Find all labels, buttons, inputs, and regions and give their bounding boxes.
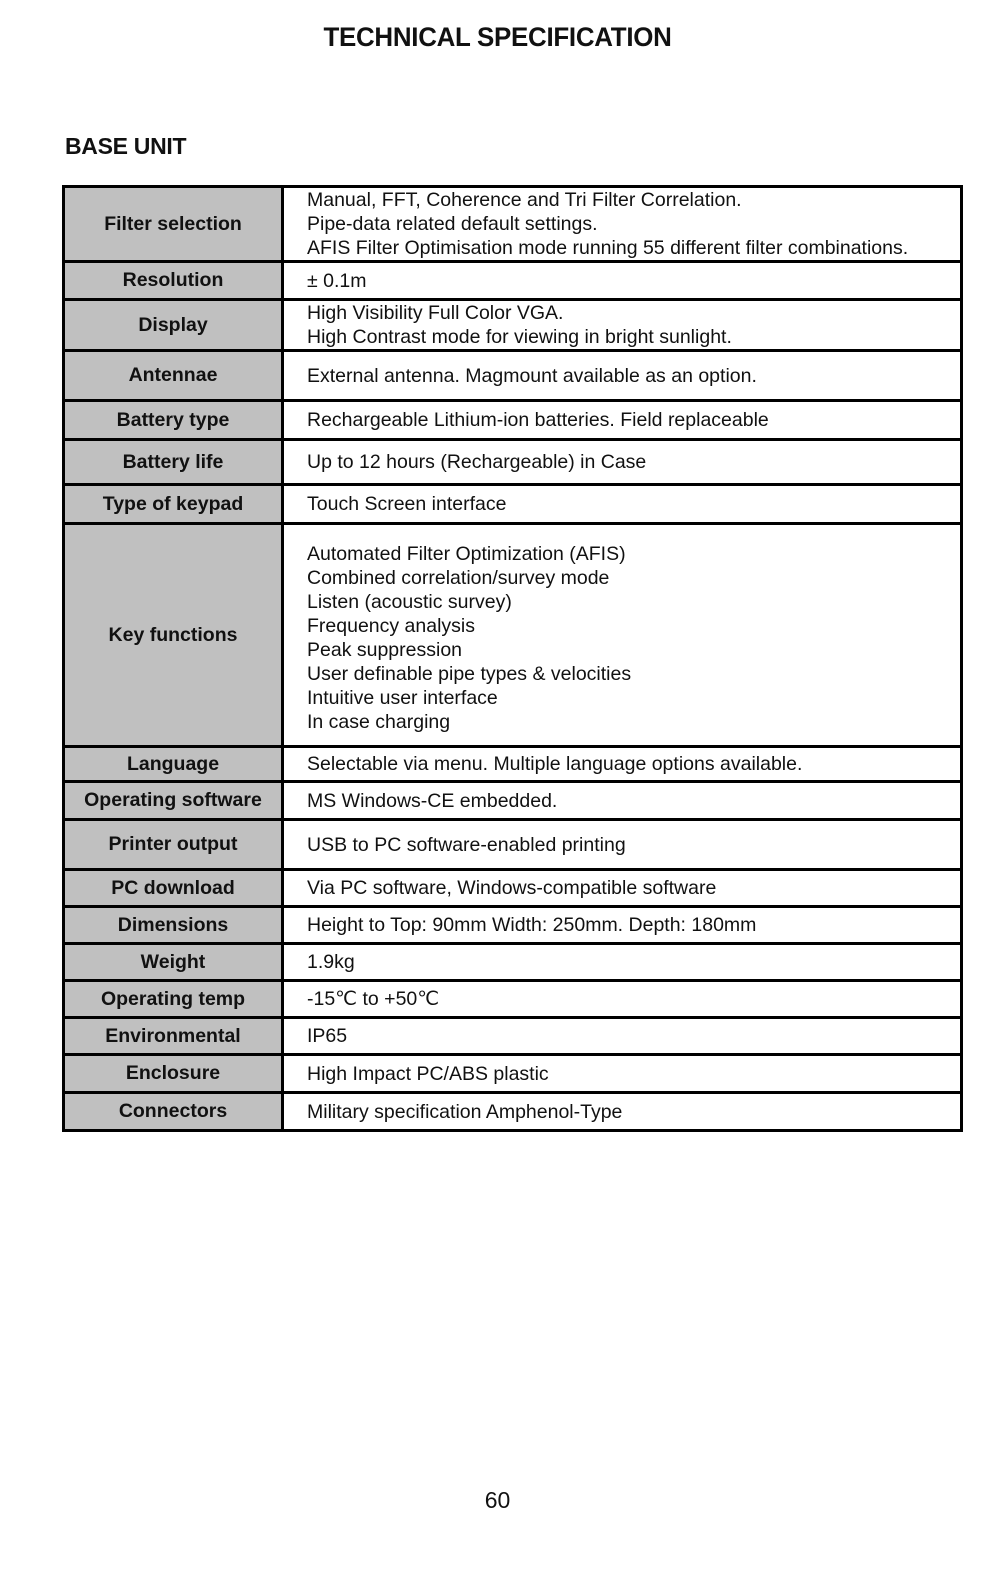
spec-value [283, 944, 962, 981]
spec-label: Dimensions [64, 907, 283, 944]
spec-value-line: Via PC software, Windows-compatible software [307, 877, 717, 899]
spec-label: Display [64, 300, 283, 351]
spec-row [64, 944, 962, 981]
spec-value-line: Listen (acoustic survey) [307, 591, 512, 613]
spec-value-line: High Visibility Full Color VGA. [307, 302, 564, 324]
spec-value-line: High Impact PC/ABS plastic [307, 1062, 549, 1085]
spec-value-line: Automated Filter Optimization (AFIS) [307, 543, 626, 565]
spec-label: Environmental [64, 1018, 283, 1055]
spec-value-line: IP65 [307, 1025, 348, 1047]
spec-value [283, 485, 962, 524]
page-number: 60 [484, 1487, 511, 1513]
spec-row [64, 300, 962, 351]
spec-value [283, 1093, 962, 1131]
spec-value-line: ± 0.1m [307, 269, 367, 292]
spec-value-line: MS Windows-CE embedded. [307, 789, 558, 812]
spec-value-line: Frequency analysis [307, 615, 475, 637]
spec-value-line: Rechargeable Lithium-ion batteries. Field replaceable [307, 409, 769, 431]
spec-value-line: Manual, FFT, Coherence and Tri Filter Correlation. [307, 189, 742, 211]
spec-label: Language [64, 747, 283, 782]
spec-value [283, 981, 962, 1018]
spec-row [64, 907, 962, 944]
spec-label: Operating software [64, 782, 283, 820]
spec-row [64, 1055, 962, 1093]
spec-row [64, 524, 962, 747]
spec-value [283, 351, 962, 401]
spec-row [64, 262, 962, 300]
spec-value-line: Touch Screen interface [307, 493, 507, 515]
spec-label: Printer output [64, 820, 283, 870]
spec-row [64, 485, 962, 524]
spec-value [283, 907, 962, 944]
spec-label: Operating temp [64, 981, 283, 1018]
spec-value-line: High Contrast mode for viewing in bright sunlight. [307, 326, 732, 348]
spec-value-line: Pipe-data related default settings. [307, 213, 598, 235]
spec-value [283, 1018, 962, 1055]
section-title: BASE UNIT [65, 133, 187, 159]
spec-label: Enclosure [64, 1055, 283, 1093]
spec-value [283, 747, 962, 782]
spec-row [64, 782, 962, 820]
spec-table-body [64, 187, 962, 1131]
spec-value [283, 1055, 962, 1093]
spec-value-line: External antenna. Magmount available as an option. [307, 364, 757, 387]
spec-value-line: 1.9kg [307, 951, 355, 973]
spec-row [64, 870, 962, 907]
spec-label: PC download [64, 870, 283, 907]
spec-row [64, 981, 962, 1018]
spec-label: Battery type [64, 401, 283, 440]
spec-value [283, 187, 962, 262]
spec-value [283, 870, 962, 907]
spec-label: Weight [64, 944, 283, 981]
page-title: TECHNICAL SPECIFICATION [323, 22, 672, 52]
spec-value [283, 401, 962, 440]
spec-value-line: Combined correlation/survey mode [307, 567, 610, 589]
spec-value-line: -15℃ to +50℃ [307, 988, 440, 1010]
spec-label: Connectors [64, 1093, 283, 1131]
spec-value-line: Selectable via menu. Multiple language options available. [307, 753, 803, 775]
spec-value-line: USB to PC software-enabled printing [307, 833, 626, 856]
spec-label: Resolution [64, 262, 283, 300]
spec-value-line: In case charging [307, 711, 451, 733]
spec-label: Filter selection [64, 187, 283, 262]
spec-label: Battery life [64, 440, 283, 485]
spec-value-line: Height to Top: 90mm Width: 250mm. Depth: 180mm [307, 914, 757, 936]
spec-value-line: User definable pipe types & velocities [307, 663, 632, 685]
spec-value [283, 262, 962, 300]
spec-value [283, 524, 962, 747]
spec-value [283, 782, 962, 820]
spec-row [64, 1018, 962, 1055]
spec-row [64, 440, 962, 485]
spec-table [62, 185, 963, 1132]
spec-row [64, 187, 962, 262]
spec-value-line: Up to 12 hours (Rechargeable) in Case [307, 451, 647, 473]
spec-value [283, 300, 962, 351]
spec-row [64, 1093, 962, 1131]
spec-value-line: Intuitive user interface [307, 687, 498, 709]
spec-label: Key functions [64, 524, 283, 747]
spec-value [283, 440, 962, 485]
spec-value-line: Military specification Amphenol-Type [307, 1100, 623, 1123]
spec-row [64, 401, 962, 440]
spec-row [64, 351, 962, 401]
spec-label: Antennae [64, 351, 283, 401]
spec-value-line: Peak suppression [307, 639, 463, 661]
spec-row [64, 747, 962, 782]
spec-value-line: AFIS Filter Optimisation mode running 55 different filter combinations. [307, 237, 909, 259]
spec-value [283, 820, 962, 870]
spec-label: Type of keypad [64, 485, 283, 524]
spec-row [64, 820, 962, 870]
